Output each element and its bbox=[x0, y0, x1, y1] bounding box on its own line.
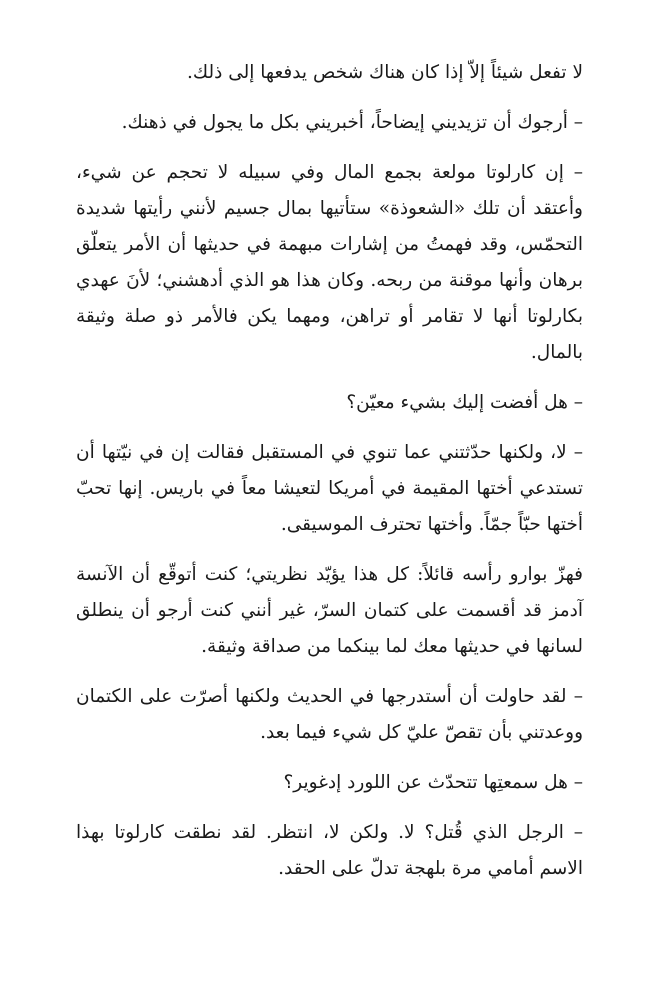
dialogue-paragraph: – إن كارلوتا مولعة بجمع المال وفي سبيله لا تحجم عن شيء، وأعتقد أن تلك «الشعوذة» ستأتيها بمال جسيم لأنني رأيتها شديدة التحمّس، وقد فهمتُ من إشارات مبهمة في حديثها أن الأمر يتعلّق برهان وأنها موقنة من ربحه. وكان هذا هو الذي أدهشني؛ لأنَ عهدي بكارلوتا أنها لا تقامر أو تراهن، ومهما يكن فالأمر ذو صلة وثيقة بالمال. bbox=[76, 162, 583, 363]
narration-paragraph: فهزّ بوارو رأسه قائلاً: كل هذا يؤيّد نظريتي؛ كنت أتوقّع أن الآنسة آدمز قد أقسمت على كتمان السرّ، غير أنني كنت أرجو أن ينطلق لسانها في حديثها معك لما بينكما من صداقة وثيقة. bbox=[76, 564, 583, 657]
dialogue-paragraph: – أرجوك أن تزيديني إيضاحاً، أخبريني بكل ما يجول في ذهنك. bbox=[121, 112, 583, 133]
dialogue-paragraph: – لقد حاولت أن أستدرجها في الحديث ولكنها أصرّت على الكتمان ووعدتني بأن تقصّ عليّ كل شيء فيما بعد. bbox=[76, 686, 583, 743]
dialogue-paragraph: – لا، ولكنها حدّثتني عما تنوي في المستقبل فقالت إن في نيّتها أن تستدعي أختها المقيمة في أمريكا لتعيشا معاً في باريس. إنها تحبّ أختها حبّاً جمّاً. وأختها تحترف الموسيقى. bbox=[76, 442, 583, 535]
dialogue-paragraph: – هل أفضت إليك بشيء معيّن؟ bbox=[346, 392, 583, 413]
paragraph: لا تفعل شيئاً إلاّ إذا كان هناك شخص يدفعها إلى ذلك. bbox=[186, 62, 583, 83]
dialogue-paragraph: – الرجل الذي قُتل؟ لا. ولكن لا، انتظر. لقد نطقت كارلوتا بهذا الاسم أمامي مرة بلهجة تدلّ على الحقد. bbox=[76, 822, 583, 879]
book-page bbox=[76, 55, 583, 901]
dialogue-paragraph: – هل سمعتِها تتحدّث عن اللورد إدغوير؟ bbox=[283, 772, 583, 793]
